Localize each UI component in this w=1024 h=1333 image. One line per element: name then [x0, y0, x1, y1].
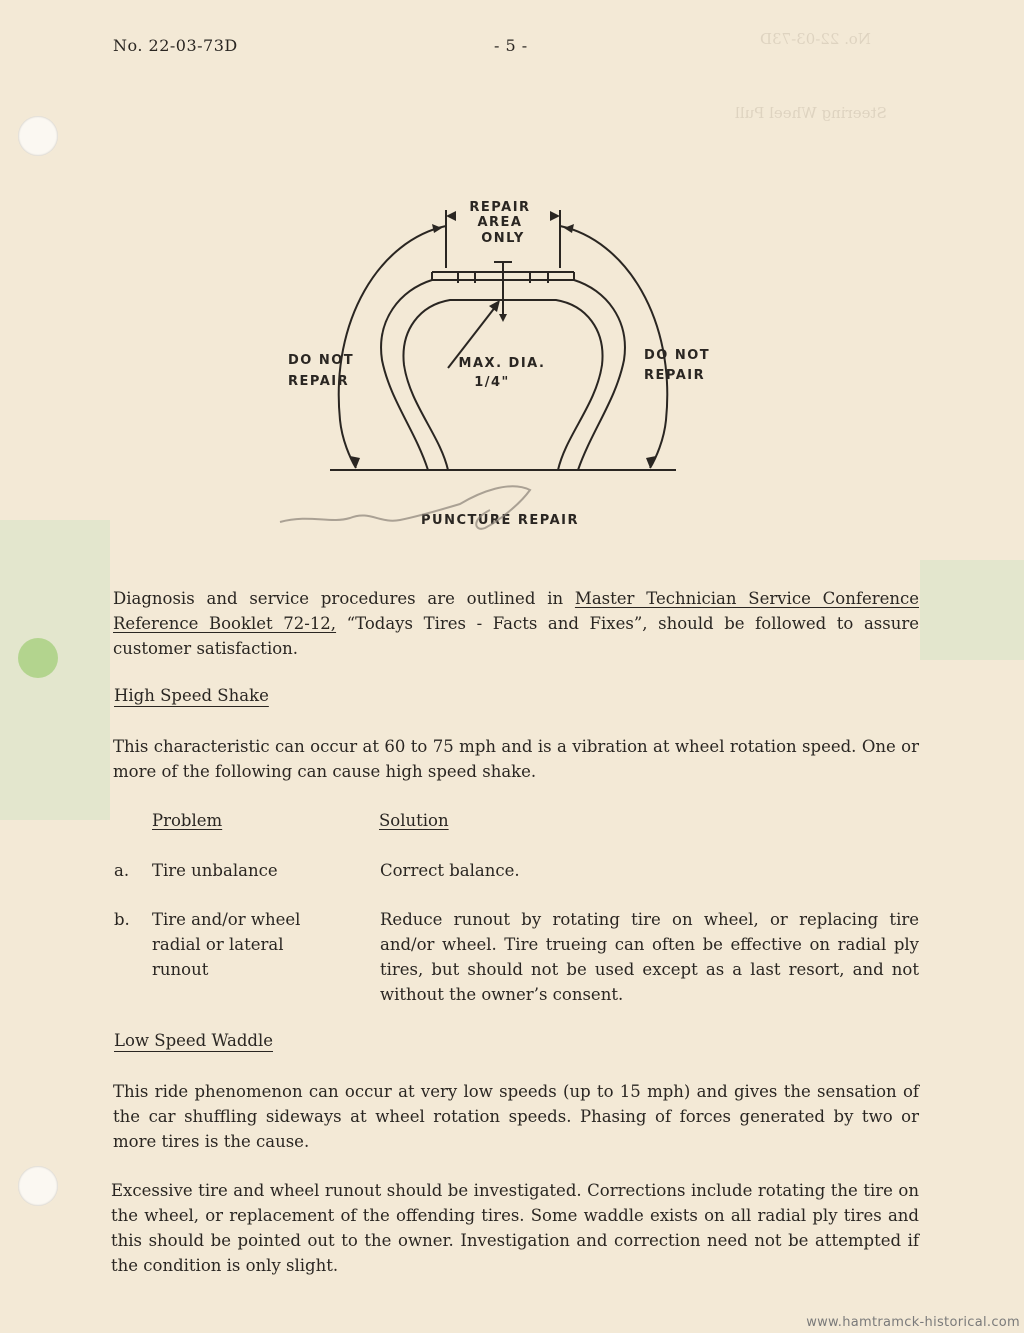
booklet-reference-link: Reference Booklet 72-12,: [113, 614, 337, 633]
max-diameter-label: MAX. DIA. 1/4": [458, 356, 546, 390]
page-number: - 5 -: [494, 36, 528, 55]
bleed-through-text: No. 22-03-73D: [760, 30, 871, 48]
row-letter: b.: [114, 910, 130, 929]
do-not-repair-right-label: DO NOT REPAIR: [644, 348, 711, 383]
low-speed-waddle-paragraph-2: Excessive tire and wheel runout should be investigated. Corrections include rotating the tire on the wheel, or replacement of the offending tires. Some waddle exists on all radial ply tires and this should be pointed out to the owner. Investigation and correction need not be attempted if the condition is only slight.: [111, 1181, 919, 1275]
green-tab-left: [0, 520, 110, 820]
booklet-reference-link: Master Technician Service Conference: [574, 589, 919, 608]
solution-column-header: Solution: [379, 811, 449, 830]
repair-area-label: REPAIR AREA ONLY: [469, 200, 531, 246]
problem-cell: Tire unbalance: [152, 861, 278, 880]
solution-cell: Correct balance.: [380, 861, 520, 880]
diagram-caption: PUNCTURE REPAIR: [421, 513, 579, 528]
intro-paragraph: Diagnosis and service procedures are outlined in Master Technician Service Conference Reference Booklet 72-12, “Todays Tires - Facts and Fixes”, should be followed to assure customer satisfaction.: [113, 589, 920, 658]
do-not-repair-left-label: DO NOT REPAIR: [288, 353, 355, 389]
low-speed-waddle-heading: Low Speed Waddle: [114, 1031, 273, 1050]
signature-image: [270, 470, 570, 540]
bleed-through-text: Steering Wheel Pull: [735, 104, 887, 122]
problem-cell: Tire and/or wheel radial or lateral runout: [152, 910, 301, 979]
high-speed-shake-heading: High Speed Shake: [114, 686, 269, 705]
low-speed-waddle-paragraph-1: This ride phenomenon can occur at very low speeds (up to 15 mph) and gives the sensation of the car shuffling sideways at wheel rotation speeds. Phasing of forces generated by two or more tires is the cause.: [113, 1082, 919, 1151]
solution-cell: Reduce runout by rotating tire on wheel, or replacing tire and/or wheel. Tire trueing can often be effective on radial ply tires, but should not be used except as a last resort, and not without the owner’s consent.: [380, 910, 919, 1004]
binder-hole-bottom: [18, 1166, 58, 1206]
document-number: No. 22-03-73D: [113, 36, 238, 55]
watermark-url: www.hamtramck-historical.com: [806, 1315, 1020, 1330]
row-letter: a.: [114, 861, 130, 880]
problem-column-header: Problem: [152, 811, 223, 830]
high-speed-shake-text: This characteristic can occur at 60 to 75 mph and is a vibration at wheel rotation speed. One or more of the following can cause high speed shake.: [113, 737, 919, 781]
green-tab-right: [920, 560, 1024, 660]
